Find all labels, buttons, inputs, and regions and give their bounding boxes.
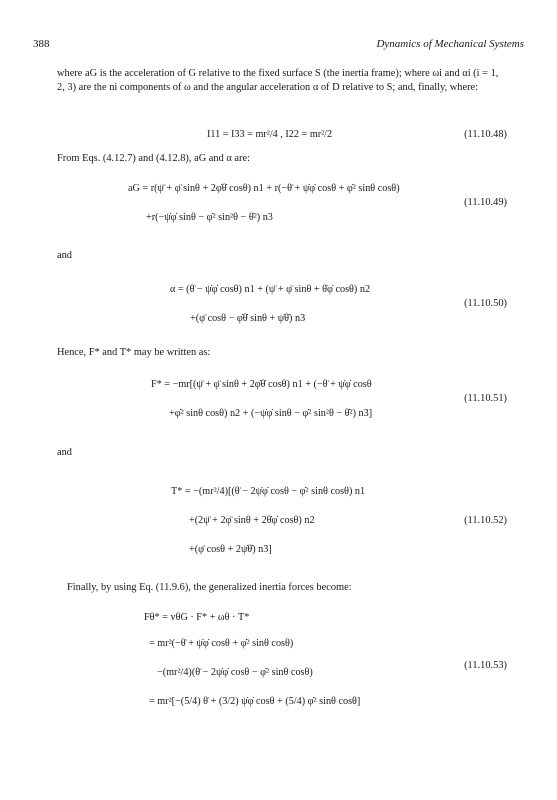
equation-11-10-51-line2: +φ̇² sinθ cosθ) n2 + (−ψ̇φ̇ sinθ − φ̇² sin²θ − θ̇²) n3] — [169, 408, 373, 419]
paragraph-from-eqs: From Eqs. (4.12.7) and (4.12.8), aG and α are: — [57, 153, 251, 164]
equation-11-10-53-line1: Fθ* = vθG · F* + ωθ · T* — [144, 612, 250, 623]
equation-11-10-52-line2: +(2ψ̈ + 2φ̈ sinθ + 2θ̇φ̇ cosθ) n2 — [189, 515, 315, 526]
equation-11-10-52-line3: +(φ̈ cosθ + 2ψ̇θ̇) n3] — [189, 544, 272, 555]
equation-number-52: (11.10.52) — [464, 515, 507, 526]
paragraph-hence: Hence, F* and T* may be written as: — [57, 347, 211, 358]
equation-11-10-49-line1: aG = r(ψ̈ + φ̈ sinθ + 2φ̇θ̇ cosθ) n1 + r(−θ̈ + ψ̇φ̇ cosθ + φ̇² sinθ cosθ) — [128, 183, 400, 194]
equation-number-53: (11.10.53) — [464, 660, 507, 671]
paragraph-finally: Finally, by using Eq. (11.9.6), the generalized inertia forces become: — [67, 582, 352, 593]
equation-number-51: (11.10.51) — [464, 393, 507, 404]
equation-11-10-52-line1: T* = −(mr²/4)[(θ̈ − 2ψ̇φ̇ cosθ − φ̇² sinθ cosθ) n1 — [171, 486, 366, 497]
equation-11-10-50-line1: α = (θ̈ − ψ̇φ̇ cosθ) n1 + (ψ̈ + φ̈ sinθ + θ̇φ̇ cosθ) n2 — [170, 284, 371, 295]
equation-number-50: (11.10.50) — [464, 298, 507, 309]
equation-11-10-51-line1: F* = −mr[(ψ̈ + φ̈ sinθ + 2φ̇θ̇ cosθ) n1 + (−θ̈ + ψ̇φ̇ cosθ — [151, 379, 372, 390]
paragraph-intro: where aG is the acceleration of G relative to the fixed surface S (the inertia frame); where ωi and αi (i = 1, 2, 3) are the ni components of ω and the angular acceleration α of D relative to S; and, finally, where: — [57, 68, 499, 93]
running-title: Dynamics of Mechanical Systems — [376, 38, 524, 50]
equation-11-10-53-line4: = mr²[−(5/4) θ̈ + (3/2) ψ̇φ̇ cosθ + (5/4) φ̇² sinθ cosθ] — [149, 696, 361, 707]
equation-11-10-50-line2: +(φ̈ cosθ − φ̇θ̇ sinθ + ψ̇θ̇) n3 — [190, 313, 306, 324]
paragraph-and-1: and — [57, 250, 73, 261]
equation-11-10-48: I11 = I33 = mr²/4 , I22 = mr²/2 — [207, 129, 333, 140]
page-number: 388 — [33, 38, 50, 50]
equation-number-49: (11.10.49) — [464, 197, 507, 208]
paragraph-and-2: and — [57, 447, 73, 458]
equation-11-10-49-line2: +r(−ψ̇φ̇ sinθ − φ̇² sin²θ − θ̇²) n3 — [146, 212, 273, 223]
equation-11-10-53-line2: = mr²(−θ̈ + ψ̇φ̇ cosθ + φ̇² sinθ cosθ) — [149, 638, 294, 649]
equation-number-48: (11.10.48) — [464, 129, 507, 140]
equation-11-10-53-line3: −(mr²/4)(θ̈ − 2ψ̇φ̇ cosθ − φ̇² sinθ cosθ) — [157, 667, 313, 678]
